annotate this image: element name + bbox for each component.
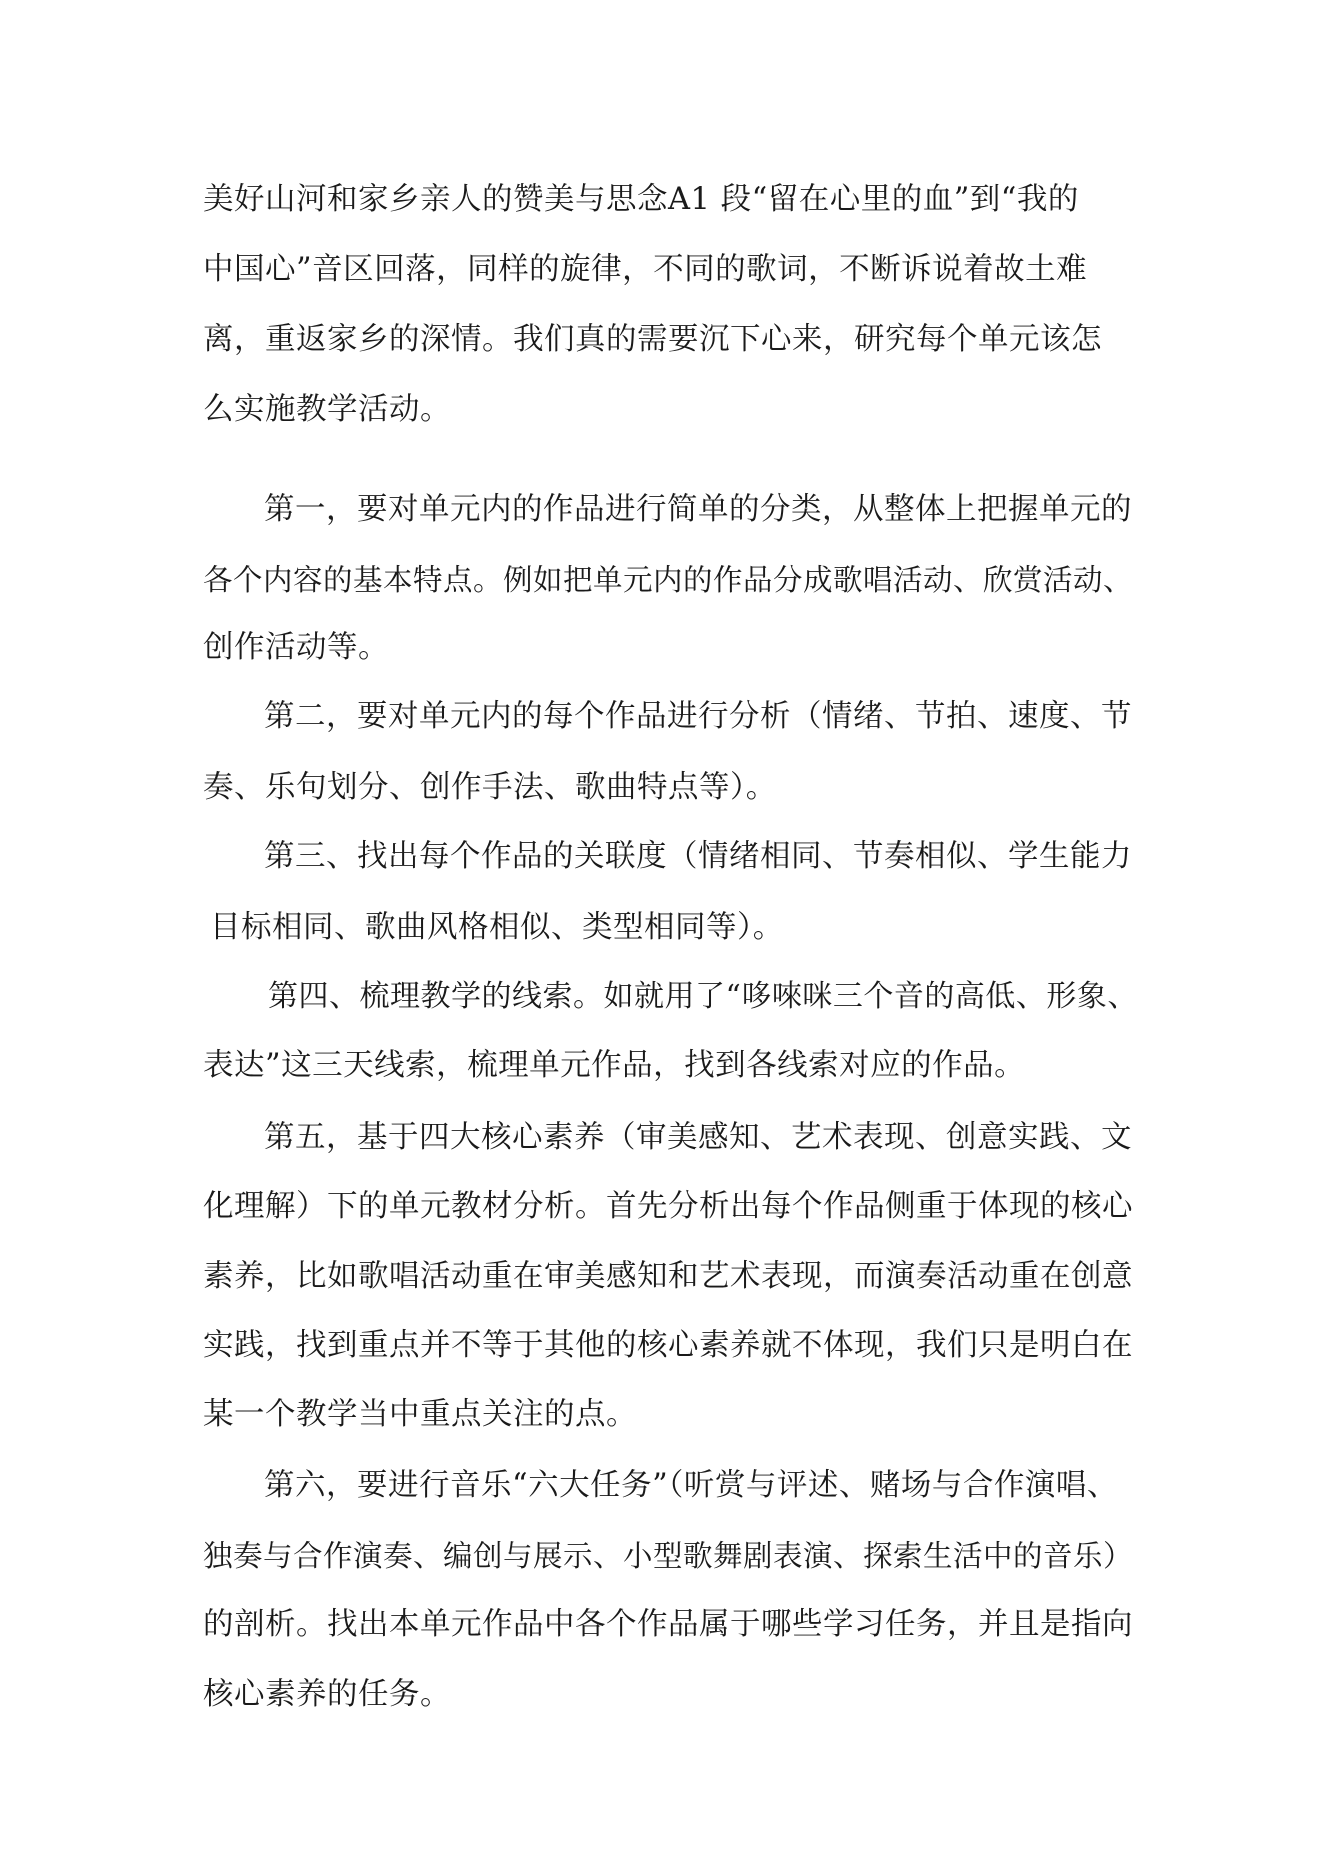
paragraph-fourth-line-2: 表达”这三天线索，梳理单元作品，找到各线索对应的作品。 (203, 1048, 1026, 1083)
paragraph-third-line-1: 第三、找出每个作品的关联度（情绪相同、节奏相似、学生能力 (264, 839, 1132, 874)
paragraph-fourth-line-1: 第四、梳理教学的线索。如就用了“哆唻咪三个音的高低、形象、 (268, 979, 1138, 1014)
paragraph-sixth-line-4: 核心素养的任务。 (203, 1677, 451, 1712)
paragraph-intro-line-3: 离，重返家乡的深情。我们真的需要沉下心来，研究每个单元该怎 (203, 322, 1102, 357)
paragraph-first-line-1: 第一，要对单元内的作品进行简单的分类，从整体上把握单元的 (264, 492, 1132, 527)
paragraph-intro-line-4: 么实施教学活动。 (203, 392, 451, 427)
paragraph-sixth-line-2: 独奏与合作演奏、编创与展示、小型歌舞剧表演、探索生活中的音乐） (203, 1539, 1134, 1573)
paragraph-fifth-line-4: 实践，找到重点并不等于其他的核心素养就不体现，我们只是明白在 (203, 1328, 1133, 1363)
paragraph-fifth-line-1: 第五，基于四大核心素养（审美感知、艺术表现、创意实践、文 (264, 1120, 1132, 1155)
paragraph-fifth-line-5: 某一个教学当中重点关注的点。 (203, 1397, 637, 1432)
paragraph-first-line-3: 创作活动等。 (203, 630, 389, 665)
paragraph-second-line-1: 第二，要对单元内的每个作品进行分析（情绪、节拍、速度、节 (264, 699, 1132, 734)
paragraph-sixth-line-1: 第六，要进行音乐“六大任务”（听赏与评述、赌场与合作演唱、 (264, 1468, 1118, 1503)
paragraph-intro-line-1: 美好山河和家乡亲人的赞美与思念A1 段“留在心里的血”到“我的 (203, 182, 1079, 217)
paragraph-second-line-2: 奏、乐句划分、创作手法、歌曲特点等）。 (203, 770, 777, 805)
paragraph-sixth-line-3: 的剖析。找出本单元作品中各个作品属于哪些学习任务，并且是指向 (203, 1607, 1133, 1642)
paragraph-first-line-2: 各个内容的基本特点。例如把单元内的作品分成歌唱活动、欣赏活动、 (203, 563, 1134, 597)
paragraph-fifth-line-2: 化理解）下的单元教材分析。首先分析出每个作品侧重于体现的核心 (203, 1189, 1133, 1224)
paragraph-third-line-2: 目标相同、歌曲风格相似、类型相同等）。 (210, 910, 784, 945)
paragraph-intro-line-2: 中国心”音区回落，同样的旋律，不同的歌词，不断诉说着故土难 (203, 252, 1088, 287)
paragraph-fifth-line-3: 素养，比如歌唱活动重在审美感知和艺术表现，而演奏活动重在创意 (203, 1259, 1133, 1294)
